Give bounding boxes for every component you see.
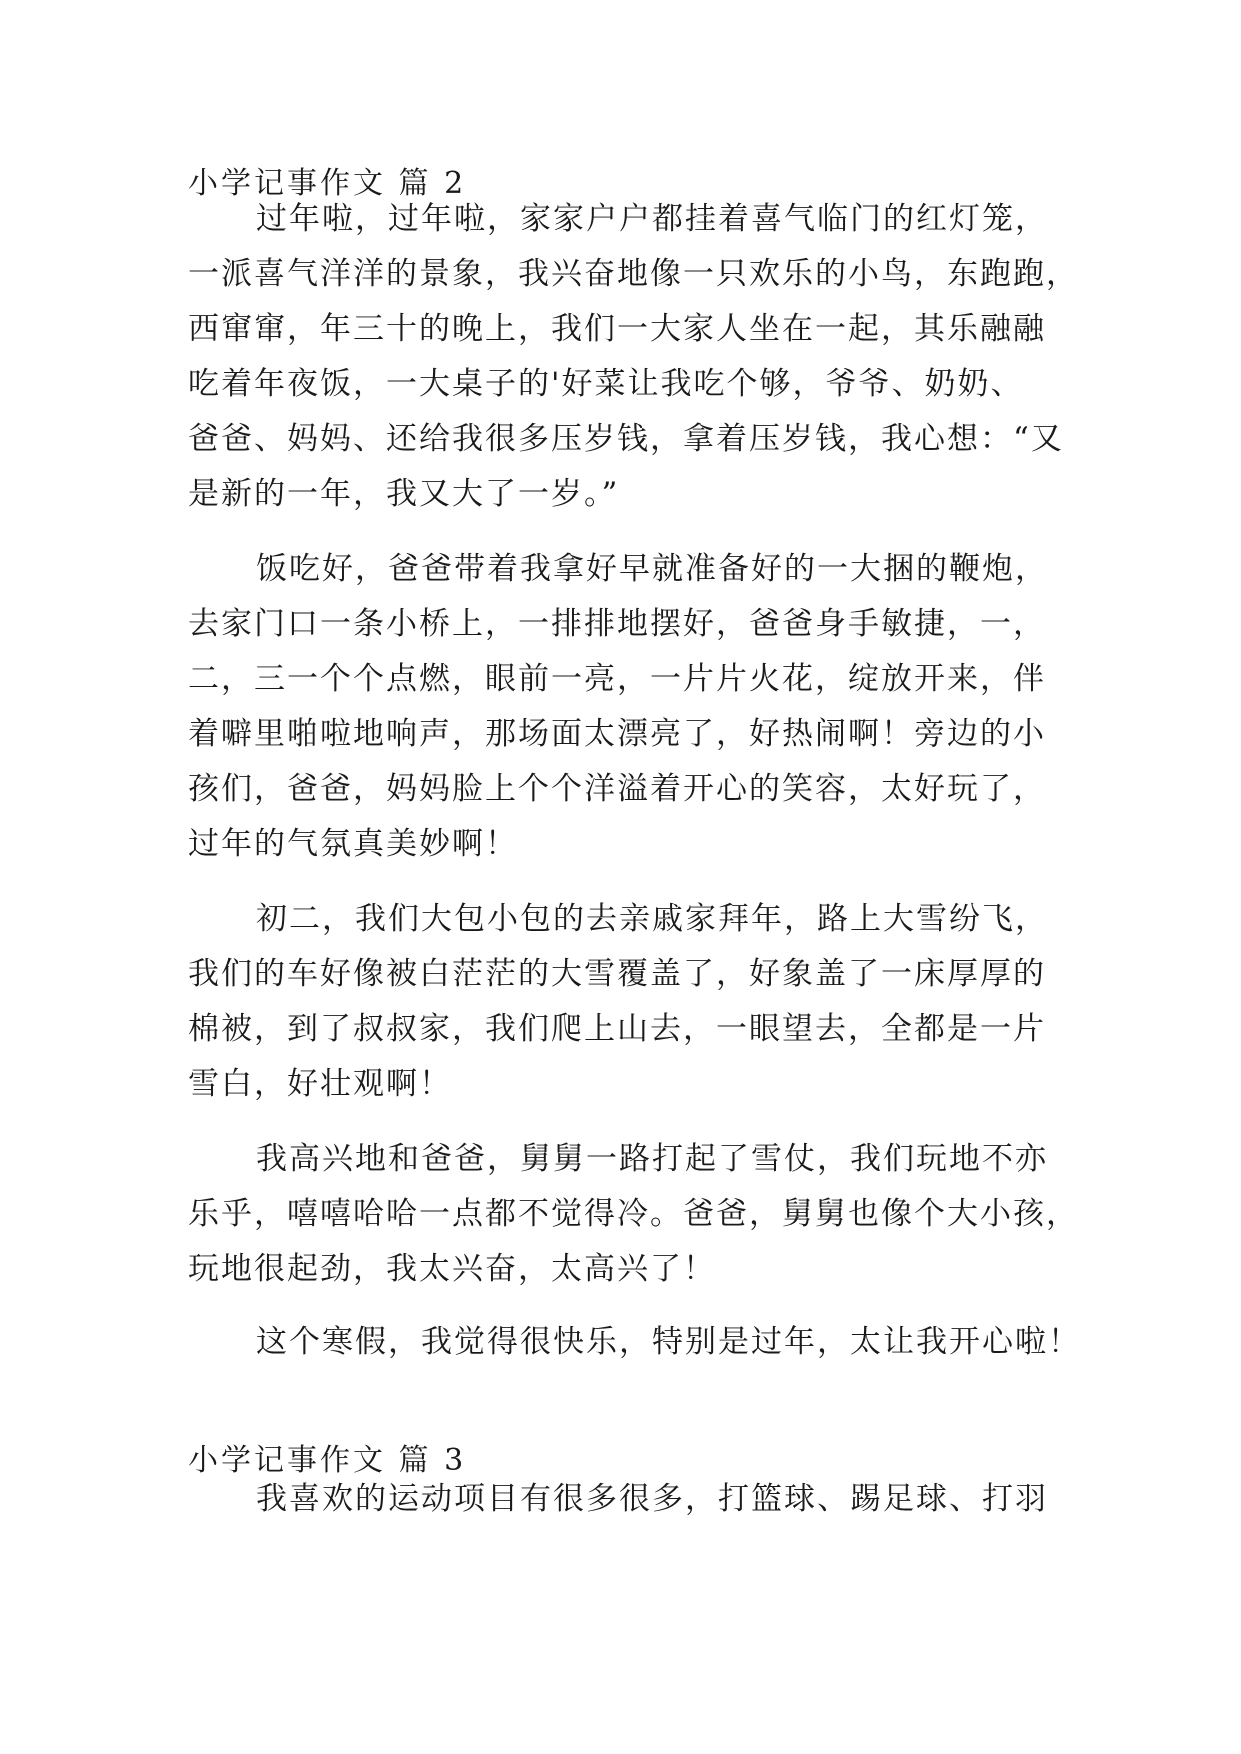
paragraph-line: 孩们，爸爸，妈妈脸上个个洋溢着开心的笑容，太好玩了， (188, 771, 1046, 807)
paragraph-line: 我喜欢的运动项目有很多很多，打篮球、踢足球、打羽 (256, 1481, 1048, 1517)
paragraph-line: 玩地很起劲，我太兴奋，太高兴了！ (188, 1251, 716, 1287)
paragraph-line: 初二，我们大包小包的去亲戚家拜年，路上大雪纷飞， (256, 901, 1048, 937)
section-heading-3: 小学记事作文 篇 3 (188, 1443, 467, 1478)
paragraph-line: 吃着年夜饭，一大桌子的'好菜让我吃个够，爷爷、奶奶、 (188, 366, 1024, 402)
paragraph-line: 是新的一年，我又大了一岁。” (188, 476, 620, 512)
paragraph-line: 过年啦，过年啦，家家户户都挂着喜气临门的红灯笼， (256, 201, 1048, 237)
paragraph-line: 这个寒假，我觉得很快乐，特别是过年，太让我开心啦！ (256, 1324, 1081, 1360)
paragraph-line: 我高兴地和爸爸，舅舅一路打起了雪仗，我们玩地不亦 (256, 1141, 1048, 1177)
paragraph-line: 雪白，好壮观啊！ (188, 1066, 452, 1102)
paragraph-line: 爸爸、妈妈、还给我很多压岁钱，拿着压岁钱，我心想：“又 (188, 421, 1064, 457)
paragraph-line: 西窜窜，年三十的晚上，我们一大家人坐在一起，其乐融融 (188, 311, 1046, 347)
paragraph-line: 我们的车好像被白茫茫的大雪覆盖了，好象盖了一床厚厚的 (188, 956, 1046, 992)
paragraph-line: 二，三一个个点燃，眼前一亮，一片片火花，绽放开来，伴 (188, 661, 1046, 697)
paragraph-line: 着噼里啪啦地响声，那场面太漂亮了，好热闹啊！旁边的小 (188, 716, 1046, 752)
paragraph-line: 乐乎，嘻嘻哈哈一点都不觉得冷。爸爸，舅舅也像个大小孩， (188, 1196, 1079, 1232)
paragraph-line: 去家门口一条小桥上，一排排地摆好，爸爸身手敏捷，一， (188, 606, 1046, 642)
section-heading-2: 小学记事作文 篇 2 (188, 166, 467, 201)
paragraph-line: 一派喜气洋洋的景象，我兴奋地像一只欢乐的小鸟，东跑跑， (188, 256, 1079, 292)
paragraph-line: 棉被，到了叔叔家，我们爬上山去，一眼望去，全都是一片 (188, 1011, 1046, 1047)
paragraph-line: 饭吃好，爸爸带着我拿好早就准备好的一大捆的鞭炮， (256, 551, 1048, 587)
paragraph-line: 过年的气氛真美妙啊！ (188, 826, 518, 862)
